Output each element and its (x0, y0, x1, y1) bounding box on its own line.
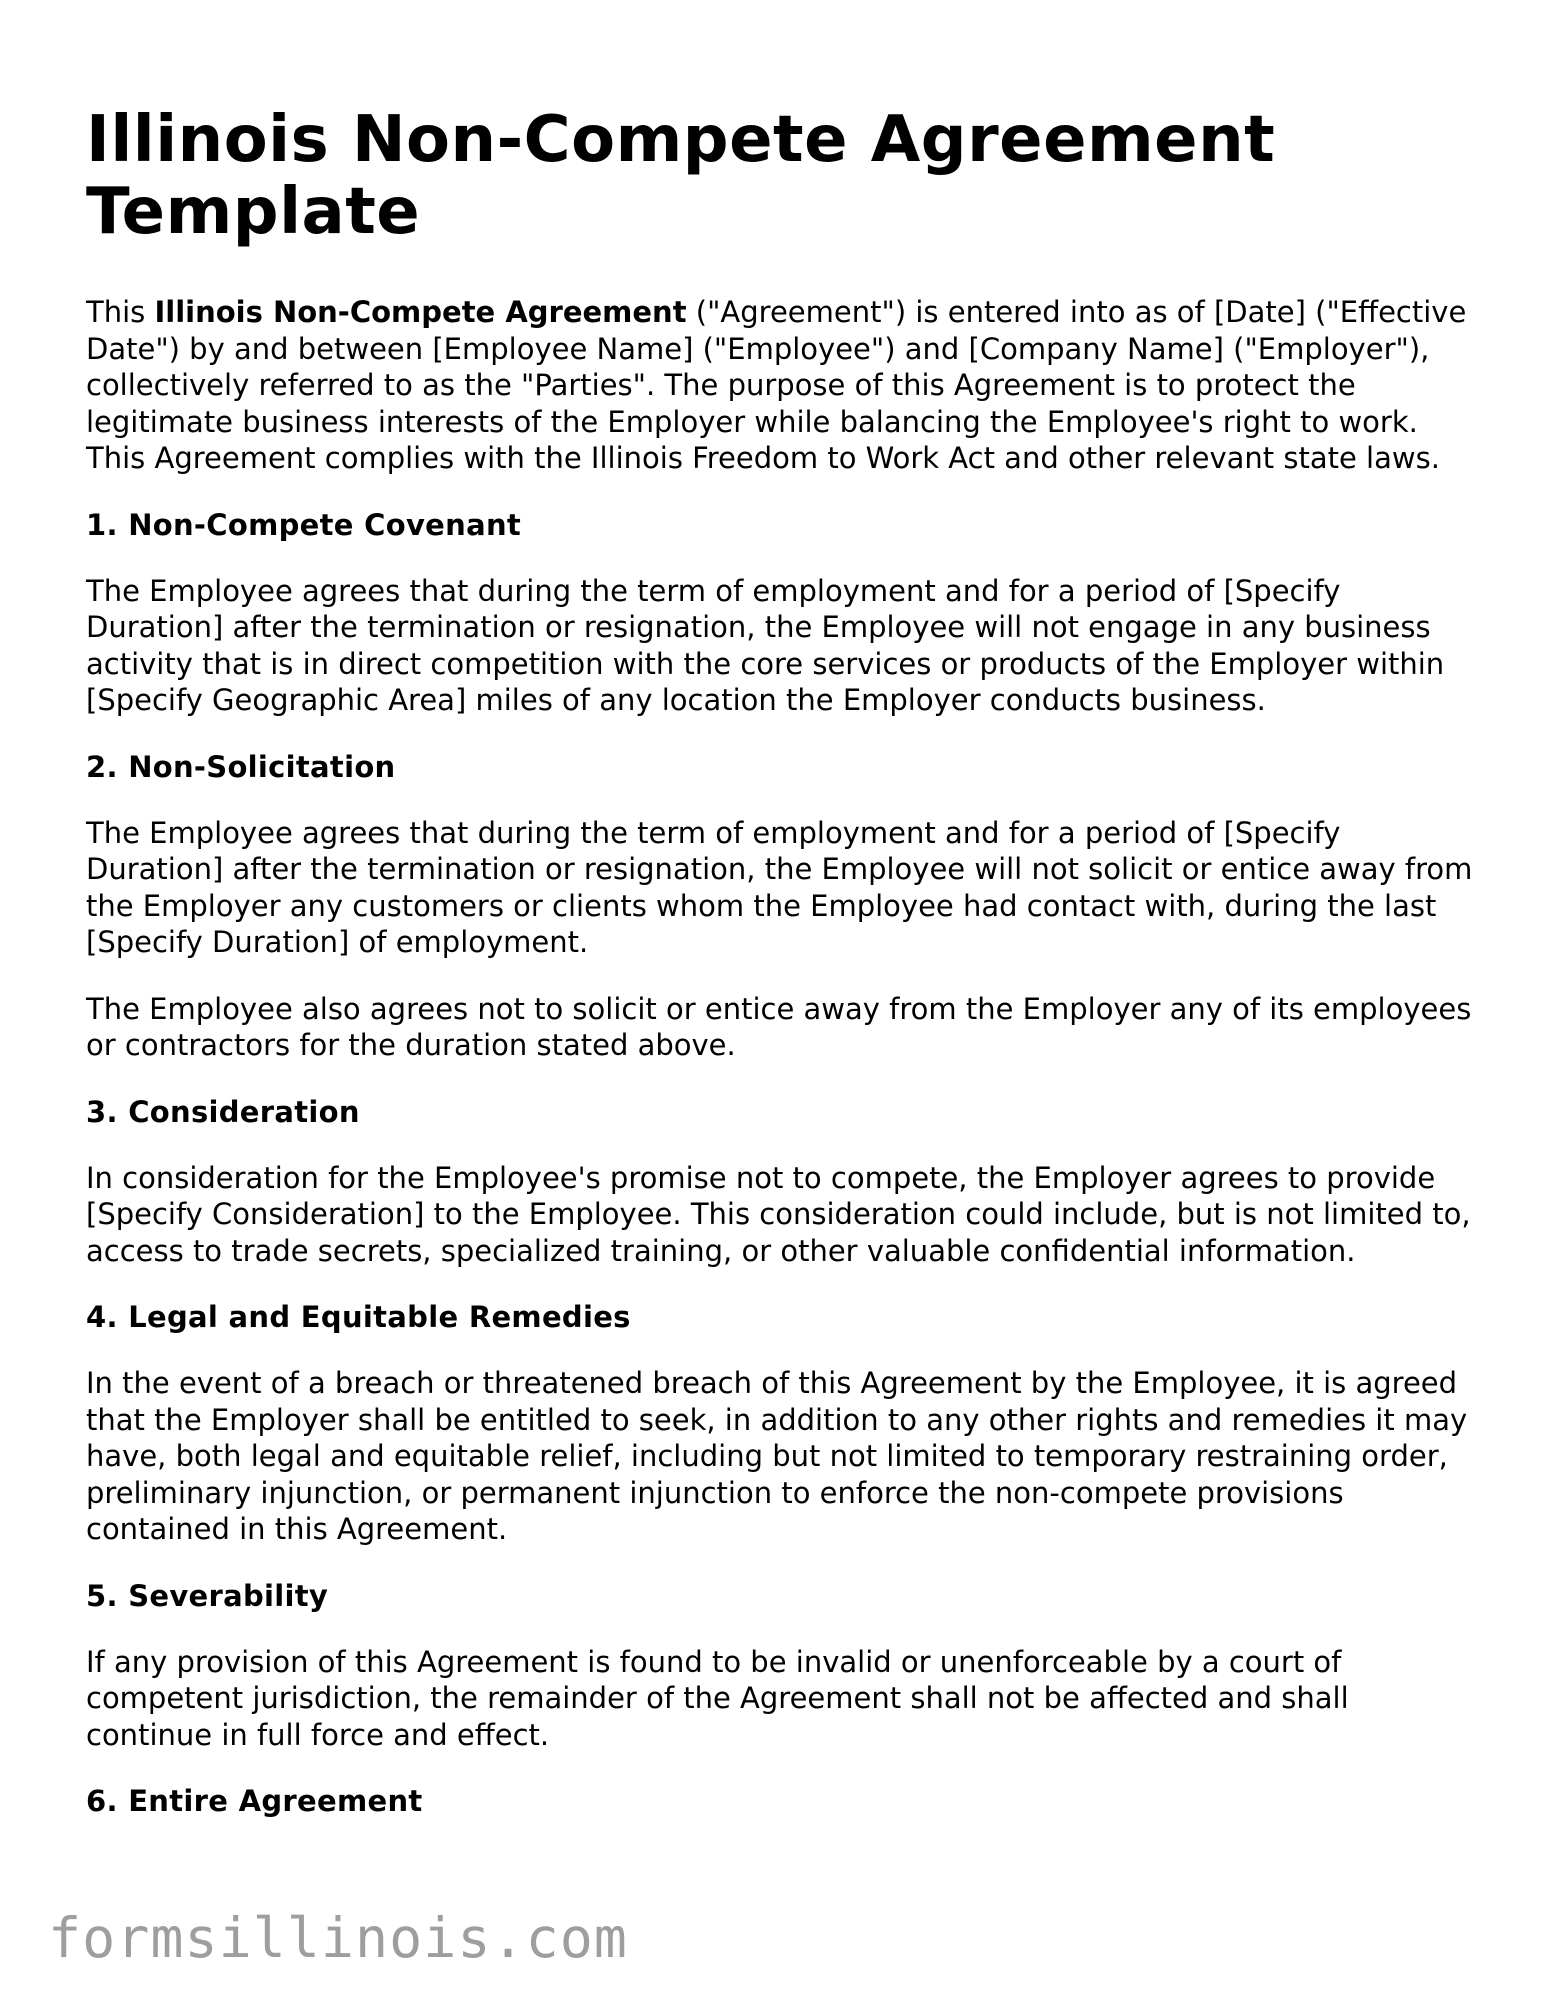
section-heading-entire-agreement: 6. Entire Agreement (86, 1784, 423, 1818)
intro-rest: ("Agreement") is entered into as of [Date] ("Effective Date") by and between [Employee Name] ("Employee") and [Company Name] ("Employer"), collectively referred to as the "Parties". The purpose of this Agreement is to protect the legitimate business interests of the Employer while balancing the Employee's right to work. This Agreement complies with the Illinois Freedom to Work Act and other relevant state laws. (86, 295, 1467, 475)
section-paragraph-non-compete: The Employee agrees that during the term of employment and for a period of [Specify Duration] after the termination or resignation, the Employee will not engage in any business activity that is in direct competition with the core services or products of the Employer within [Specify Geographic Area] miles of any location the Employer conducts business. (86, 573, 1445, 717)
section-heading-remedies: 4. Legal and Equitable Remedies (86, 1300, 631, 1334)
section-paragraph-remedies: In the event of a breach or threatened breach of this Agreement by the Employee, it is agreed that the Employer shall be entitled to seek, in addition to any other rights and remedies it may have, both legal and equitable relief, including but not limited to temporary restraining order, preliminary injunction, or permanent injunction to enforce the non-compete provisions contained in this Agreement. (86, 1366, 1468, 1546)
section-heading-non-compete: 1. Non-Compete Covenant (86, 507, 522, 542)
intro-lead: This (86, 295, 155, 329)
section-paragraph-severability: If any provision of this Agreement is found to be invalid or unenforceable by a court of competent jurisdiction, the remainder of the Agreement shall not be affected and shall continue in full force and effect. (86, 1644, 1349, 1752)
section-paragraph-non-solicitation-1: The Employee agrees that during the term of employment and for a period of [Specify Duration] after the termination or resignation, the Employee will not solicit or entice away from the Employer any customers or clients whom the Employee had contact with, during the last [Specify Duration] of employment. (86, 815, 1473, 959)
intro-paragraph (86, 294, 1481, 477)
watermark-text: formsillinois.com (48, 1906, 628, 1970)
section-heading-consideration: 3. Consideration (86, 1094, 360, 1129)
intro-bold-title: Illinois Non-Compete Agreement (154, 295, 687, 329)
section-heading-non-solicitation: 2. Non-Solicitation (86, 749, 396, 784)
section-heading-severability: 5. Severability (86, 1578, 329, 1613)
section-paragraph-non-solicitation-2: The Employee also agrees not to solicit or entice away from the Employer any of its employees or contractors for the duration stated above. (86, 991, 1472, 1062)
document-page (86, 104, 1481, 1849)
page-title: Illinois Non-Compete Agreement Template (86, 103, 1276, 249)
section-paragraph-consideration: In consideration for the Employee's promise not to compete, the Employer agrees to provide [Specify Consideration] to the Employee. This consideration could include, but is not limited to, access to trade secrets, specialized training, or other valuable confidential information. (86, 1160, 1471, 1268)
